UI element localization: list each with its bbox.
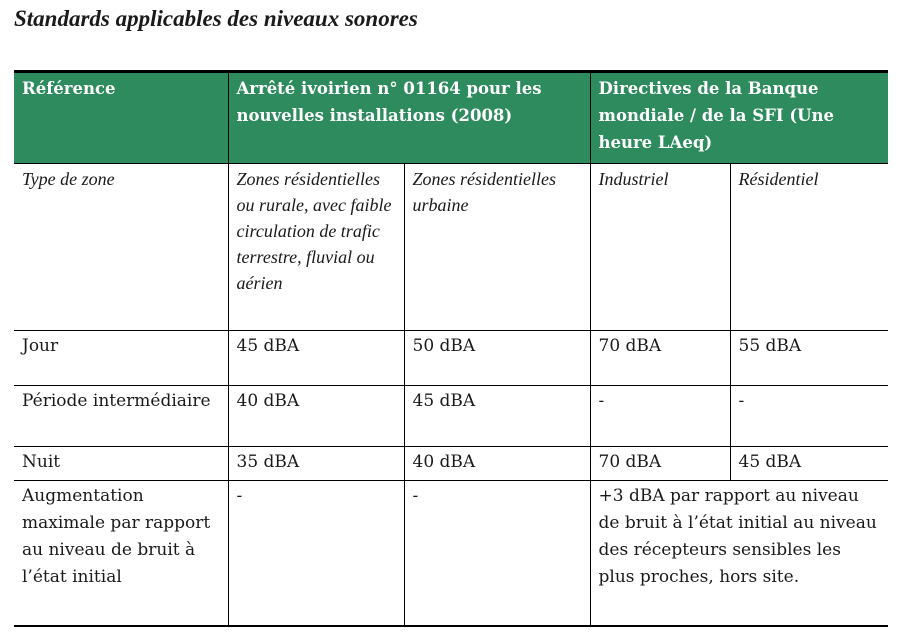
- table-cell: -: [404, 481, 590, 627]
- row-label: Augmentation maximale par rapport au niveau de bruit à l’état initial: [14, 481, 228, 627]
- zone-residential: Résidentiel: [730, 164, 888, 331]
- header-arrete-ivoirien: Arrêté ivoirien n° 01164 pour les nouvelles installations (2008): [228, 72, 590, 164]
- zone-residential-urban: Zones résidentielles urbaine: [404, 164, 590, 331]
- table-cell: 70 dBA: [590, 331, 730, 386]
- table-cell: 50 dBA: [404, 331, 590, 386]
- table-cell-merged: +3 dBA par rapport au niveau de bruit à l’état initial au niveau des récepteurs sensibles les plus proches, hors site.: [590, 481, 888, 627]
- zone-industrial: Industriel: [590, 164, 730, 331]
- table-cell: -: [228, 481, 404, 627]
- row-label: Nuit: [14, 447, 228, 481]
- table-cell: 40 dBA: [404, 447, 590, 481]
- table-cell: 55 dBA: [730, 331, 888, 386]
- table-cell: 70 dBA: [590, 447, 730, 481]
- row-label: Jour: [14, 331, 228, 386]
- table-cell: 45 dBA: [730, 447, 888, 481]
- header-directives-banque-mondiale: Directives de la Banque mondiale / de la SFI (Une heure LAeq): [590, 72, 888, 164]
- table-cell: 45 dBA: [228, 331, 404, 386]
- document-title: Standards applicables des niveaux sonores: [14, 6, 418, 31]
- table-header-row: [14, 72, 888, 164]
- table-cell: 45 dBA: [404, 386, 590, 447]
- row-label: Période intermédiaire: [14, 386, 228, 447]
- table-cell: 35 dBA: [228, 447, 404, 481]
- table-cell: -: [590, 386, 730, 447]
- zone-type-label: Type de zone: [14, 164, 228, 331]
- table-cell: -: [730, 386, 888, 447]
- table-cell: 40 dBA: [228, 386, 404, 447]
- noise-standards-table: [14, 70, 888, 627]
- table-row-jour: [14, 331, 888, 386]
- table-row-periode-intermediaire: [14, 386, 888, 447]
- table-row-augmentation-maximale: [14, 481, 888, 627]
- header-reference: Référence: [14, 72, 228, 164]
- zone-residential-rural: Zones résidentielles ou rurale, avec faible circulation de trafic terrestre, fluvial ou aérien: [228, 164, 404, 331]
- table-row-nuit: [14, 447, 888, 481]
- table-row-zone-type: [14, 164, 888, 331]
